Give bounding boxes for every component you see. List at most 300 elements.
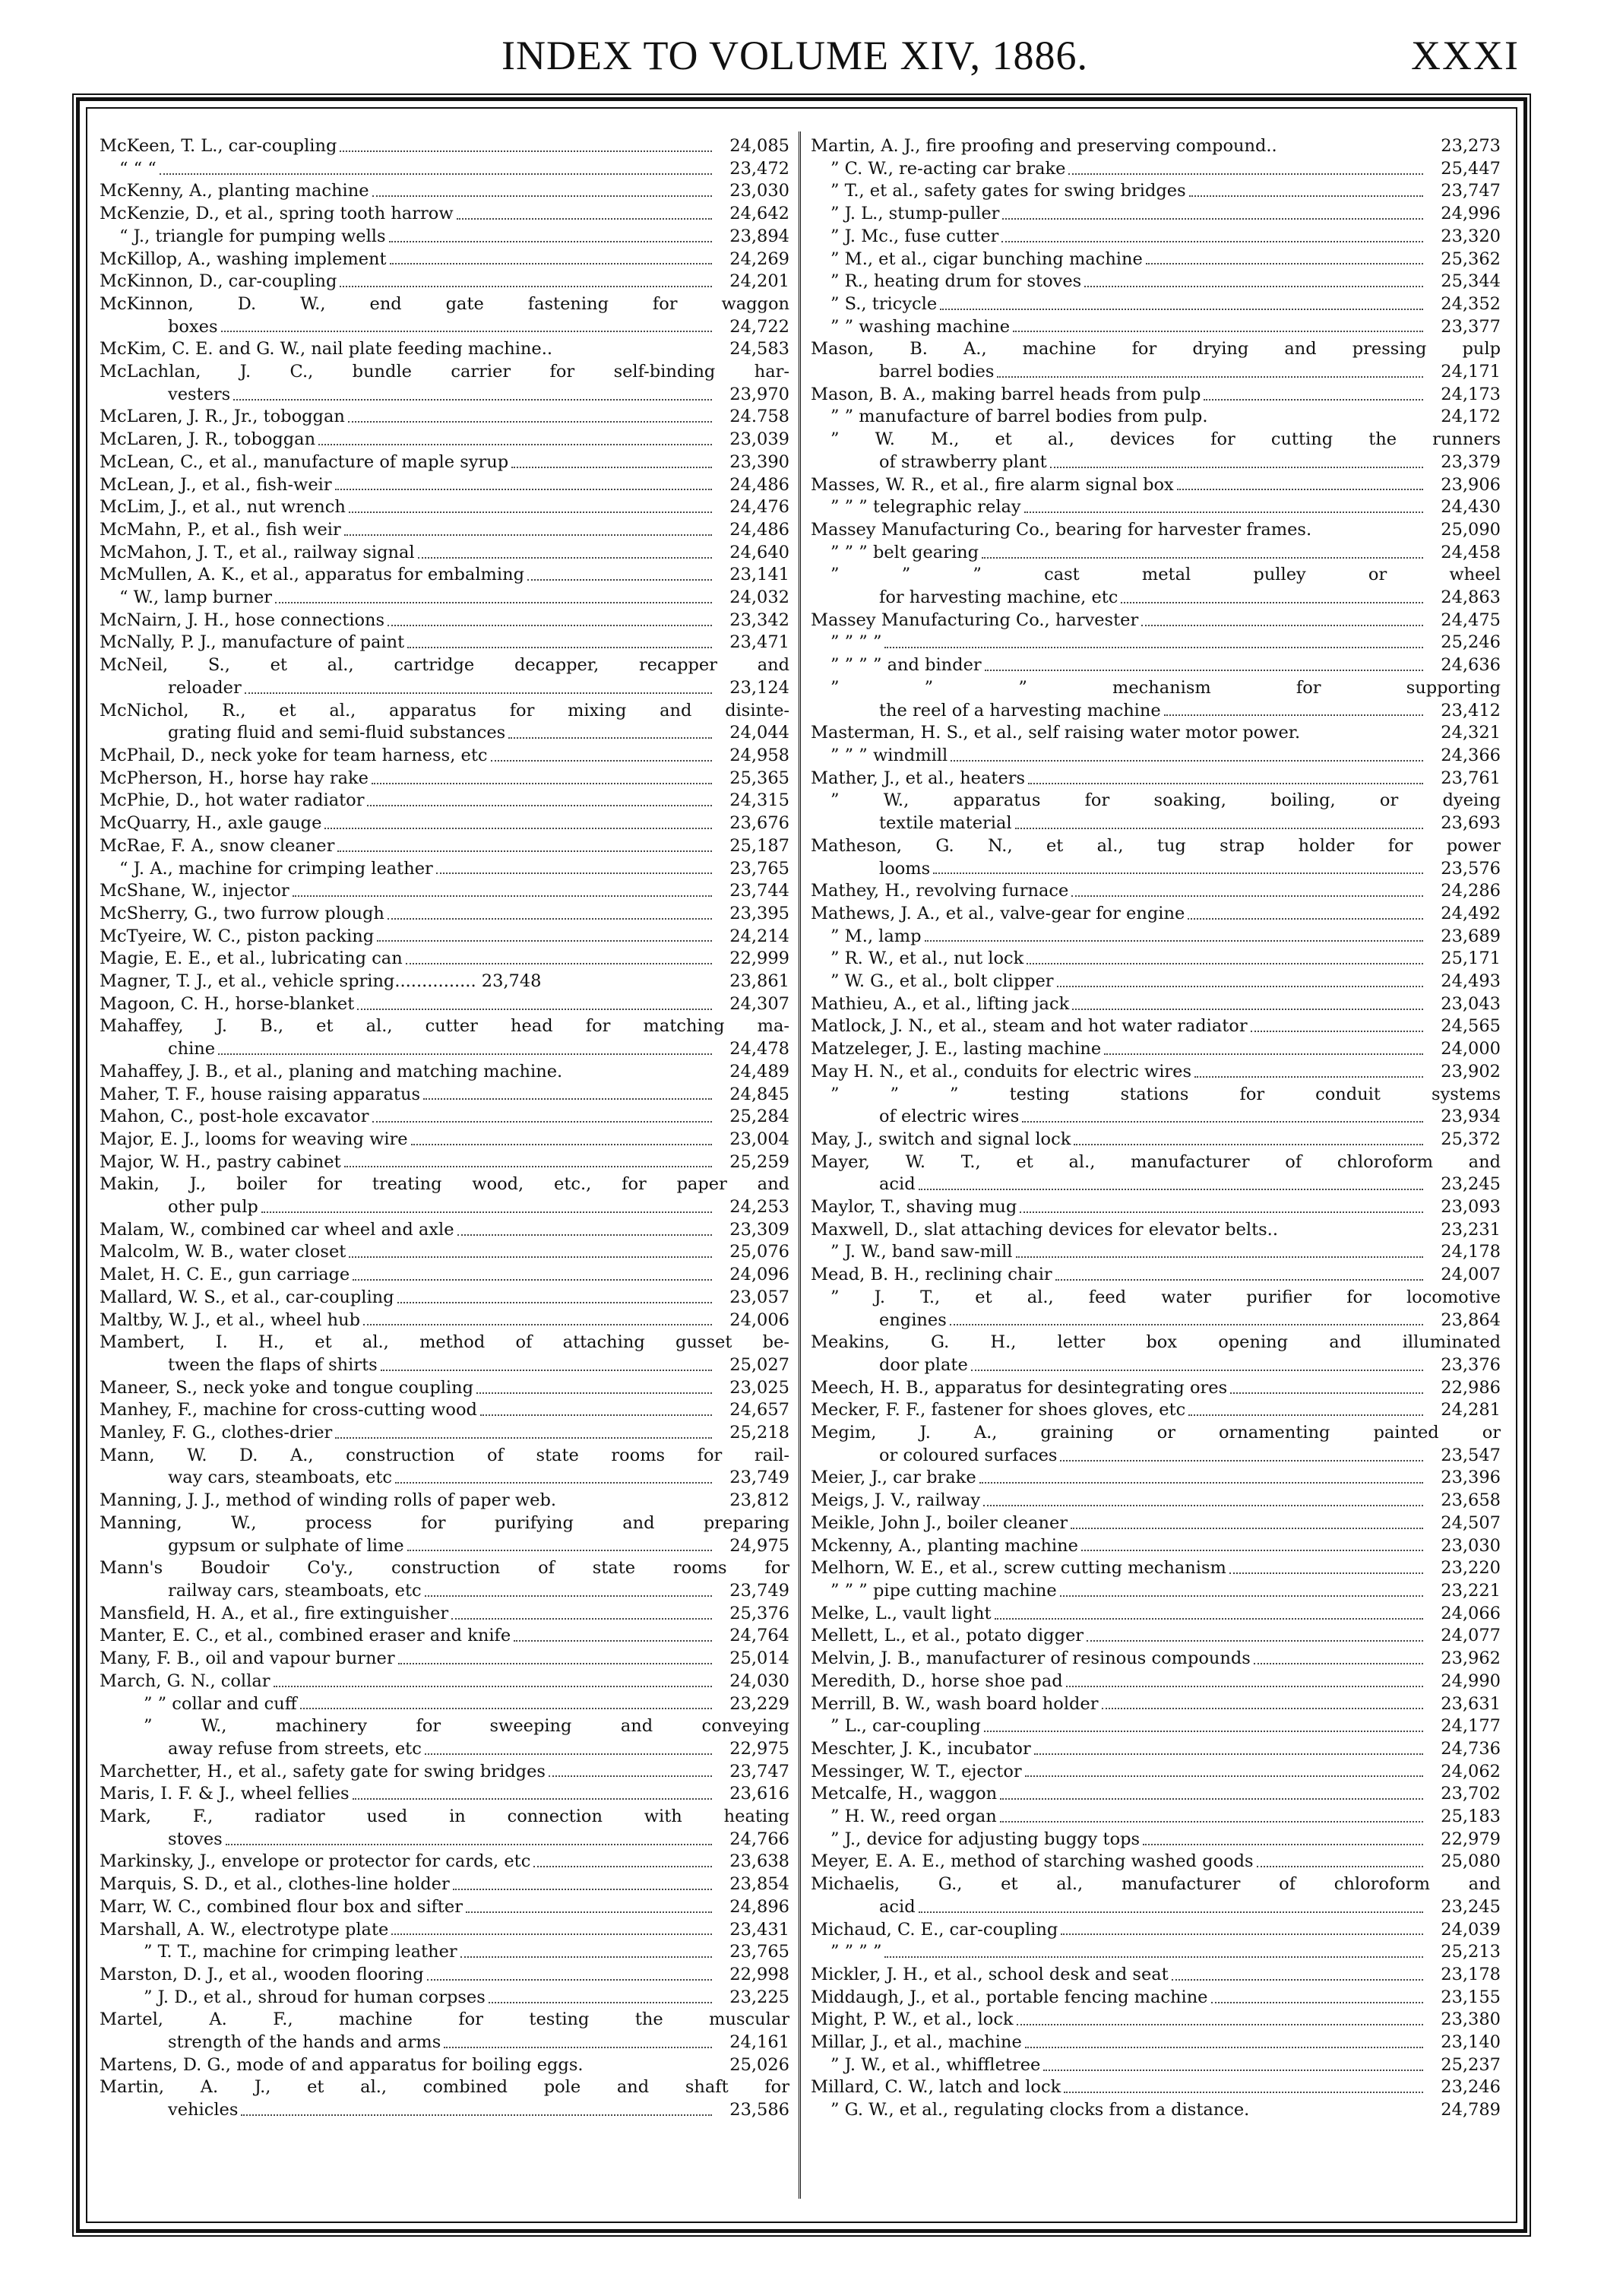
entry-text: acid [879,1174,916,1195]
index-entry [811,1829,1501,1851]
entry-text: Maltby, W. J., et al., wheel hub [100,1310,361,1330]
leader-dots [1072,1009,1423,1010]
leader-dots [1061,1933,1423,1935]
patent-number: 23,702 [1441,1784,1501,1804]
leader-dots [367,805,712,806]
entry-text: McSherry, G., two furrow plough [100,903,384,923]
leader-dots [1084,286,1423,287]
leader-dots [480,1414,712,1416]
index-entry [100,226,789,249]
entry-text: Manning, W., process for purifying and preparing [100,1512,789,1533]
index-entry [811,993,1501,1016]
index-entry [811,451,1501,474]
entry-text: Mathey, H., revolving furnace [811,881,1069,901]
entry-text: Maher, T. F., house raising apparatus [100,1084,420,1104]
index-entry [100,1964,789,1987]
entry-text: ” J. Mc., fuse cutter [830,226,999,246]
index-entry [811,2054,1501,2077]
index-entry [811,587,1501,610]
leader-dots [979,1482,1423,1484]
index-entry [811,1332,1501,1354]
patent-number: 23,547 [1441,1445,1501,1465]
entry-text: McPhail, D., neck yoke for team harness, etc [100,745,488,765]
entry-text: ” W., machinery for sweeping and conveying [144,1716,789,1737]
patent-number: 24,636 [1441,655,1501,676]
index-frame [76,97,1527,2233]
entry-text: Marchetter, H., et al., safety gate for swing bridges [100,1761,546,1781]
index-entry [100,587,789,610]
entry-text: McLaren, J. R., Jr., toboggan [100,407,345,427]
entry-text: looms [879,858,931,879]
index-entry [811,1038,1501,1061]
entry-text: ” ” ” ” [830,632,882,653]
leader-dots [983,1505,1423,1506]
index-entry [100,610,789,632]
index-entry [100,1693,789,1716]
leader-dots [1068,173,1423,175]
index-entry [811,1219,1501,1242]
leader-dots [511,467,712,468]
entry-text: Messinger, W. T., ejector [811,1761,1022,1781]
index-entry [100,722,789,745]
index-entry [811,1106,1501,1129]
entry-text: Masses, W. R., et al., fire alarm signal box [811,474,1174,495]
index-entry [811,1151,1501,1174]
index-entry [100,1264,789,1287]
entry-text: stoves [168,1829,223,1849]
index-entry [100,1173,789,1196]
patent-number: 24,269 [729,249,789,269]
patent-number: 25,365 [729,768,789,788]
index-entry [100,1738,789,1761]
patent-number: 23,380 [1441,2009,1501,2030]
entry-text: or coloured surfaces [879,1445,1058,1465]
entry-text: Mathieu, A., et al., lifting jack [811,993,1070,1014]
leader-dots [466,1911,712,1913]
entry-text: “ J., triangle for pumping wells [119,226,386,246]
index-entry [811,1490,1501,1512]
leader-dots [982,557,1423,559]
leader-dots [335,1437,712,1439]
leader-dots [919,1911,1423,1913]
entry-text: reloader [168,677,242,698]
index-entry [811,1603,1501,1626]
patent-number: 23,676 [729,813,789,834]
entry-text: McLean, C., et al., manufacture of maple syrup [100,451,509,472]
entry-text: vehicles [168,2100,239,2120]
entry-text: Marshall, A. W., electrotype plate [100,1919,389,1940]
patent-number: 24,085 [729,136,789,156]
entry-text: ” J. D., et al., shroud for human corpses [144,1987,486,2007]
entry-text: “ W., lamp burner [119,587,273,608]
patent-number: 24,489 [729,1061,789,1081]
patent-number: 25,259 [729,1151,789,1172]
leader-dots [349,511,712,513]
patent-number: 24,307 [729,993,789,1014]
patent-number: 25,026 [729,2054,789,2075]
index-entry [100,1377,789,1400]
leader-dots [971,1370,1423,1371]
leader-dots [348,421,712,423]
index-entry [100,293,789,316]
index-entry [100,316,789,339]
leader-dots [418,557,712,559]
entry-text: Mellett, L., et al., potato digger [811,1626,1084,1646]
index-entry [100,993,789,1016]
index-entry [811,1512,1501,1535]
patent-number: 24,975 [729,1535,789,1556]
index-entry [811,768,1501,790]
entry-text: May H. N., et al., conduits for electric wires [811,1061,1192,1081]
entry-text: ” H. W., reed organ [830,1807,997,1827]
index-entry [100,496,789,519]
entry-text: Michaelis, G., et al., manufacturer of chloroform and [811,1874,1501,1895]
leader-dots [1025,2047,1423,2048]
index-entry [811,1941,1501,1964]
index-entry [811,835,1501,858]
patent-number: 24,476 [729,497,789,518]
entry-text: McNairn, J. H., hose connections [100,610,385,630]
index-entry [100,926,789,948]
index-entry [100,1648,789,1671]
leader-dots [1025,1775,1423,1777]
entry-text: railway cars, steamboats, etc [168,1581,422,1601]
leader-dots [241,2114,712,2116]
patent-number: 23,220 [1441,1558,1501,1579]
index-entry [811,1919,1501,1942]
index-entry [811,180,1501,203]
leader-dots [1251,1031,1423,1032]
entry-text: Malam, W., combined car wheel and axle [100,1219,454,1240]
patent-number: 24.758 [729,407,789,427]
leader-dots [1027,963,1423,964]
patent-number: 24,178 [1441,1242,1501,1262]
patent-number: 23,658 [1441,1490,1501,1511]
patent-number: 25,376 [729,1603,789,1623]
leader-dots [884,647,1423,648]
entry-text: McLachlan, J. C., bundle carrier for self-binding har- [100,362,789,382]
index-entry [811,316,1501,339]
entry-text: Mann's Boudoir Co'y., construction of state rooms for [100,1558,789,1579]
entry-text: Marquis, S. D., et al., clothes-line holder [100,1874,450,1895]
entry-text: chine [168,1039,216,1059]
leader-dots [160,173,712,175]
patent-number: 24,286 [1441,881,1501,901]
patent-number: 24,475 [1441,610,1501,630]
patent-number: 24,657 [729,1400,789,1420]
patent-number: 23,342 [729,610,789,630]
entry-text: Mark, F., radiator used in connection with heating [100,1807,789,1827]
index-entry [100,835,789,858]
leader-dots [1017,2024,1423,2025]
leader-dots [1146,263,1423,264]
leader-dots [344,534,712,536]
entry-text: “ “ “ [119,158,157,179]
leader-dots [1064,2092,1423,2093]
index-column-right [811,135,1501,2122]
patent-number: 24,764 [729,1626,789,1646]
leader-dots [884,1956,1423,1958]
index-entry [100,519,789,542]
patent-number: 23,273 [1441,136,1501,156]
leader-dots [411,1144,712,1145]
leader-dots [423,1098,712,1100]
index-entry [100,1557,789,1580]
leader-dots [1230,1392,1423,1394]
patent-number: 24,430 [1441,497,1501,518]
patent-number: 24,766 [729,1829,789,1849]
leader-dots [353,1798,712,1800]
leader-dots [1087,1640,1423,1642]
entry-text: McKenzie, D., et al., spring tooth harrow [100,204,454,224]
index-entry [100,654,789,677]
patent-number: 25,080 [1441,1851,1501,1872]
entry-text: ” ” ” windmill [830,745,948,765]
index-entry [811,1580,1501,1603]
entry-text: Mayer, W. T., et al., manufacturer of chloroform and [811,1151,1501,1172]
index-entry [100,542,789,565]
entry-text: Metcalfe, H., waggon [811,1784,998,1804]
entry-text: McKinnon, D. W., end gate fastening for waggon [100,293,789,314]
patent-number: 23,638 [729,1851,789,1872]
leader-dots [1102,1708,1424,1709]
patent-number: 23,155 [1441,1987,1501,2007]
leader-dots [425,1595,712,1597]
patent-number: 24,173 [1441,384,1501,404]
entry-text: McPhie, D., hot water radiator [100,790,365,811]
leader-dots [1000,1798,1423,1800]
leader-dots [406,963,712,964]
patent-number: 23,616 [729,1784,789,1804]
entry-text: March, G. N., collar [100,1671,270,1691]
entry-text: Mason, B. A., machine for drying and pressing pulp [811,339,1501,359]
index-entry [811,249,1501,271]
leader-dots [363,1324,712,1325]
entry-text: Meigs, J. V., railway [811,1490,981,1511]
patent-number: 23,057 [729,1287,789,1307]
patent-number: 24,863 [1441,587,1501,608]
entry-text: Mann, W. D. A., construction of state rooms for rail- [100,1445,789,1465]
index-entry [100,971,789,993]
leader-dots [1204,399,1423,401]
entry-text: ” ” ” telegraphic relay [830,497,1021,518]
patent-number: 24,990 [1441,1671,1501,1691]
patent-number: 25,076 [729,1242,789,1262]
entry-text: ” J. W., et al., whiffletree [830,2054,1041,2075]
index-entry [100,880,789,903]
entry-text: McPherson, H., horse hay rake [100,768,369,788]
index-entry [811,812,1501,835]
patent-number: 23,246 [1441,2077,1501,2098]
patent-number: 23,864 [1441,1310,1501,1330]
leader-dots [1066,1686,1423,1687]
patent-number: 23,693 [1441,813,1501,834]
leader-dots [1074,1144,1423,1145]
index-entry [811,429,1501,451]
patent-number: 24,486 [729,474,789,495]
patent-number: 22,986 [1441,1377,1501,1398]
index-entry [811,1196,1501,1219]
index-entry [811,1310,1501,1332]
leader-dots [457,1234,712,1236]
leader-dots [1071,1528,1423,1529]
patent-number: 23,030 [1441,1535,1501,1556]
index-entry [100,1512,789,1535]
patent-number: 23,761 [1441,768,1501,788]
index-entry [811,203,1501,226]
index-entry [100,474,789,497]
index-entry [811,519,1501,542]
leader-dots [1016,1256,1424,1258]
entry-text: McNally, P. J., manufacture of paint [100,632,405,653]
leader-dots [275,602,712,603]
column-divider [799,131,801,2199]
index-entry [811,1354,1501,1377]
index-entry [100,1038,789,1061]
index-entry [100,1580,789,1603]
entry-text: Middaugh, J., et al., portable fencing machine [811,1987,1208,2007]
entry-text: Mason, B. A., making barrel heads from pulp [811,384,1201,404]
leader-dots [335,489,712,490]
entry-text: Meech, H. B., apparatus for desintegrating ores [811,1377,1228,1398]
entry-text: McKinnon, D., car-coupling [100,271,337,292]
index-entry [100,745,789,768]
index-entry [100,203,789,226]
entry-text: Meschter, J. K., incubator [811,1738,1031,1759]
index-entry [100,1422,789,1445]
entry-text: Major, E. J., looms for weaving wire [100,1129,408,1149]
entry-text: Marr, W. C., combined flour box and sifter [100,1896,463,1917]
index-entry [100,180,789,203]
index-entry [100,1241,789,1264]
entry-text: McNichol, R., et al., apparatus for mixing and disinte- [100,700,789,720]
entry-text: vesters [168,384,231,404]
index-entry [811,1264,1501,1287]
leader-dots [395,1482,712,1484]
index-entry [100,2032,789,2054]
entry-text: ” ” ” ” and binder [830,655,982,676]
patent-number: 23,245 [1441,1174,1501,1195]
entry-text: Matzeleger, J. E., lasting machine [811,1039,1102,1059]
leader-dots [933,872,1423,874]
entry-text: the reel of a harvesting machine [879,700,1161,720]
index-entry [811,1761,1501,1784]
index-entry [100,1783,789,1806]
leader-dots [372,195,712,197]
entry-text: Mahaffey, J. B., et al., cutter head for matching ma- [100,1016,789,1037]
index-entry [811,158,1501,181]
index-entry [100,429,789,451]
index-entry [100,564,789,587]
index-entry [100,1715,789,1738]
patent-number: 23,689 [1441,926,1501,946]
entry-text: Mahaffey, J. B., et al., planing and matching machine. [100,1061,563,1081]
patent-number: 24,007 [1441,1265,1501,1285]
patent-number: 24,066 [1441,1603,1501,1623]
patent-number: 23,812 [729,1490,789,1511]
index-entry [100,1129,789,1151]
leader-dots [388,918,712,920]
index-entry [100,158,789,181]
leader-dots [1188,1414,1423,1416]
index-entry [811,1377,1501,1400]
patent-number: 23,765 [729,858,789,879]
patent-number: 25,284 [729,1107,789,1127]
entry-text: Martel, A. F., machine for testing the muscular [100,2009,789,2030]
index-entry [811,1287,1501,1310]
patent-number: 23,043 [1441,993,1501,1014]
index-entry [100,1535,789,1558]
index-entry [100,1671,789,1693]
entry-text: Manter, E. C., et al., combined eraser and knife [100,1626,511,1646]
index-entry [811,1987,1501,2009]
patent-number: 23,472 [729,158,789,179]
index-entry [811,654,1501,677]
patent-number: 25,187 [729,835,789,856]
index-entry [100,903,789,926]
leader-dots [221,331,712,332]
index-entry [811,790,1501,812]
entry-text: Merrill, B. W., wash board holder [811,1693,1099,1714]
leader-dots [372,783,712,784]
index-entry [811,1445,1501,1468]
index-entry [100,858,789,881]
index-entry [811,271,1501,293]
entry-text: engines [879,1310,947,1330]
leader-dots [925,940,1424,942]
leader-dots [1121,602,1423,603]
patent-number: 25,090 [1441,519,1501,540]
entry-text: barrel bodies [879,362,995,382]
index-entry [100,1603,789,1626]
index-entry [811,948,1501,971]
entry-text: Massey Manufacturing Co., bearing for harvester frames. [811,519,1312,540]
index-entry [811,2099,1501,2122]
entry-text: Matlock, J. N., et al., steam and hot water radiator [811,1016,1248,1037]
patent-number: 24,172 [1441,407,1501,427]
patent-number: 24,006 [729,1310,789,1330]
index-entry [100,677,789,700]
index-entry [811,406,1501,429]
index-entry [100,1806,789,1829]
leader-dots [1172,1979,1423,1981]
leader-dots [514,1640,712,1642]
leader-dots [340,150,712,152]
patent-number: 24,640 [729,542,789,562]
entry-text: ” W. G., et al., bolt clipper [830,971,1054,992]
index-entry [811,926,1501,948]
entry-text: McMahon, J. T., et al., railway signal [100,542,415,562]
leader-dots [318,444,712,445]
entry-text: Mallard, W. S., et al., car-coupling [100,1287,394,1307]
entry-text: McLaren, J. R., toboggan [100,429,316,450]
entry-text: way cars, steamboats, etc [168,1468,393,1488]
patent-number: 24,000 [1441,1039,1501,1059]
index-entry [811,1671,1501,1693]
patent-number: 24,478 [729,1039,789,1059]
entry-text: ” ” ” ” [830,1942,882,1962]
patent-number: 24,565 [1441,1016,1501,1037]
index-entry [811,338,1501,361]
leader-dots [1081,1550,1423,1551]
patent-number: 25,213 [1441,1942,1501,1962]
entry-text: Michaud, C. E., car-coupling [811,1919,1058,1940]
patent-number: 23,576 [1441,858,1501,879]
index-entry [811,1783,1501,1806]
patent-number: 24,492 [1441,903,1501,923]
patent-number: 23,231 [1441,1219,1501,1240]
patent-number: 24,845 [729,1084,789,1104]
